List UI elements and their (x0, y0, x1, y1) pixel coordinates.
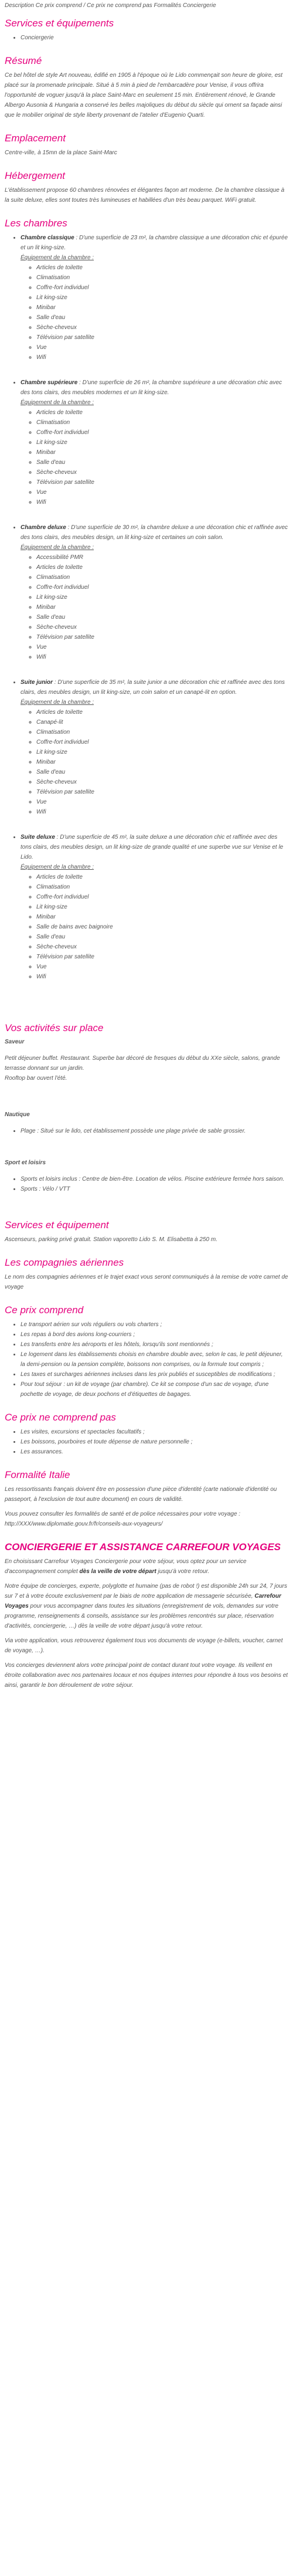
conciergerie-p2-b: Carrefour Voyages (5, 1593, 281, 1609)
comprend-title: Ce prix comprend (5, 1304, 84, 1316)
activites-title: Vos activités sur place (5, 1022, 104, 1033)
equipment-item: ◦ Salle d'eau (36, 612, 288, 622)
equipment-item: ◦ Sèche-cheveux (36, 467, 288, 477)
excluded-item: • Les boissons, pourboires et toute dépense de nature personnelle ; (21, 1437, 288, 1447)
equipment-item: ◦ Accessibilité PMR (36, 553, 288, 562)
conciergerie-p2 (5, 1581, 288, 1631)
equipment-item: ◦ Lit king-size (36, 592, 288, 602)
equipment-item: ◦ Coffre-fort individuel (36, 582, 288, 592)
sport-list (5, 1174, 288, 1194)
equipment-item: ◦ Minibar (36, 912, 288, 922)
equipment-item: ◦ Climatisation (36, 882, 288, 892)
equipment-item: ◦ Wifi (36, 497, 288, 507)
emplacement-text: Centre-ville, à 15mn de la place Saint-Marc (5, 150, 117, 156)
sport-item: • Sports : Vélo / VTT (21, 1184, 288, 1194)
conciergerie-title: CONCIERGERIE ET ASSISTANCE CARREFOUR VOYAGES (5, 1541, 281, 1553)
saveur-text: Petit déjeuner buffet. Restaurant. Superbe bar décoré de fresques du début du XXe siècle, salons, grande terrasse donnant sur un jardin. (5, 1055, 280, 1072)
rooftop-text: Rooftop bar ouvert l'été. (5, 1075, 67, 1082)
ne-comprend-title: Ce prix ne comprend pas (5, 1412, 116, 1423)
equipment-item: ◦ Vue (36, 487, 288, 497)
included-item: • Le transport aérien sur vols réguliers ou vols charters ; (21, 1320, 288, 1330)
tab-bar[interactable]: Description Ce prix comprend / Ce prix ne comprend pas Formalités Conciergerie (5, 2, 216, 9)
included-item: • Le logement dans les établissements choisis en chambre double avec, selon le cas, le petit déjeuner, la demi-pension ou la pension complète, boissons non comprises, ou la formule tout compris ; (21, 1350, 288, 1370)
equipment-item: ◦ Climatisation (36, 273, 288, 283)
equipment-item: ◦ Lit king-size (36, 293, 288, 303)
equipment-item: ◦ Télévision par satellite (36, 787, 288, 797)
equipment-label: Équipement de la chambre : (21, 399, 94, 406)
services2-text: Ascenseurs, parking privé gratuit. Station vaporetto Lido S. M. Elisabetta à 250 m. (5, 1236, 217, 1243)
conciergerie-p1 (5, 1557, 288, 1577)
nautique-list (5, 1126, 288, 1136)
chambres-title: Les chambres (5, 218, 67, 229)
room-item (21, 832, 288, 982)
spacer (5, 997, 288, 1010)
formalite-p1: Les ressortissants français doivent être en possession d'une pièce d'identité (carte nationale d'identité ou passeport, à l'exclusion de tout autre document) en cours de validité. (5, 1486, 277, 1503)
equipment-item: ◦ Wifi (36, 972, 288, 982)
room-item (21, 523, 288, 662)
equipment-item: ◦ Minibar (36, 757, 288, 767)
equipment-item: ◦ Salle d'eau (36, 767, 288, 777)
services-list (5, 33, 288, 43)
room-item (21, 677, 288, 817)
equipment-item: ◦ Lit king-size (36, 902, 288, 912)
conciergerie-p2-c: pour vous accompagner dans toutes les situations (enregistrement de vols, demandes sur votre programme, renseignements & conseils, assistance sur les problèmes rencontrés sur place, réservation d'activités, conciergerie, …) dès la veille de votre départ jusqu'à votre retour. (5, 1603, 279, 1629)
equipment-item: ◦ Vue (36, 962, 288, 972)
conciergerie-p2-a: Notre équipe de concierges, experte, polyglotte et humaine (pas de robot !) est disponible 24h sur 24, 7 jours sur 7 et à votre écoute exclusivement par le biais de notre application de messagerie sécurisée, (5, 1583, 287, 1599)
equipment-item: ◦ Articles de toilette (36, 872, 288, 882)
equipment-item: ◦ Minibar (36, 448, 288, 457)
equipment-item: ◦ Vue (36, 797, 288, 807)
spacer (5, 1194, 288, 1207)
equipment-label: Équipement de la chambre : (21, 544, 94, 551)
equipment-item: ◦ Coffre-fort individuel (36, 283, 288, 293)
equipment-label: Équipement de la chambre : (21, 255, 94, 261)
equipment-item: ◦ Sèche-cheveux (36, 942, 288, 952)
equipment-item: ◦ Wifi (36, 807, 288, 817)
equipment-item: ◦ Coffre-fort individuel (36, 892, 288, 902)
equipment-item: ◦ Articles de toilette (36, 707, 288, 717)
emplacement-title: Emplacement (5, 133, 66, 144)
sport-item: • Sports et loisirs inclus : Centre de bien-être. Location de vélos. Piscine extérieure fermée hors saison. (21, 1174, 288, 1184)
equipment-item: ◦ Articles de toilette (36, 263, 288, 273)
equipment-item: ◦ Sèche-cheveux (36, 777, 288, 787)
nautique-item: • Plage : Situé sur le lido, cet établissement possède une plage privée de sable grossier. (21, 1126, 288, 1136)
formalite-p2[interactable]: Vous pouvez consulter les formalités de santé et de police nécessaires pour votre voyage : http://XXX/www.diplomatie.gouv.fr/fr/conseils-aux-voyageurs/ (5, 1511, 241, 1527)
spacer (5, 1136, 288, 1149)
included-item: • Les repas à bord des avions long-courriers ; (21, 1330, 288, 1340)
equipment-item: ◦ Wifi (36, 652, 288, 662)
excluded-item: • Les assurances. (21, 1447, 288, 1457)
equipment-item: ◦ Canapé-lit (36, 717, 288, 727)
conciergerie-p4: Vos concierges deviennent alors votre principal point de contact durant tout votre voyage. Ils veillent en étroite collaboration avec nos partenaires locaux et nos équipes internes pour répondre à tous vos besoins et ainsi, garantir le bon déroulement de votre séjour. (5, 1662, 288, 1689)
equipment-item: ◦ Coffre-fort individuel (36, 737, 288, 747)
hebergement-title: Hébergement (5, 170, 66, 181)
room-desc: : D'une superficie de 35 m², la suite junior a une décoration chic et raffinée avec des tons clairs, des meubles design, un lit king-size, un coin salon et un canapé-lit en option. (21, 679, 285, 696)
equipment-item: ◦ Télévision par satellite (36, 477, 288, 487)
equipment-item: ◦ Salle d'eau (36, 313, 288, 323)
room-name: Chambre classique (21, 235, 74, 241)
included-item: • Les taxes et surcharges aériennes incluses dans les prix publiés et susceptibles de modifications ; (21, 1370, 288, 1379)
services-title: Services et équipements (5, 18, 114, 29)
resume-text: Ce bel hôtel de style Art nouveau, édifié en 1905 à l'époque où le Lido commençait son heure de gloire, est placé sur la promenade principale. Situé à 5 min à pied de l'embarcadère pour Venise, il vous offrira l'opportunité de voguer jusqu'à la place Saint-Marc en seulement 15 min. Entièrement rénové, le Grande Albergo Ausonia & Hungaria a conservé les belles majoliques du début du siècle qui ornent sa façade ainsi que le mobilier original de style liberty provenant de l'atelier d'Eugenio Quarti. (5, 72, 283, 118)
ne-comprend-list (5, 1427, 288, 1457)
equipment-label: Équipement de la chambre : (21, 864, 94, 870)
equipment-item: ◦ Sèche-cheveux (36, 323, 288, 333)
room-desc: : D'une superficie de 30 m², la chambre deluxe a une décoration chic et raffinée avec des tons clairs, des meubles design, un lit king-size et certaines un coin salon. (21, 524, 288, 541)
included-item: • Pour tout séjour : un kit de voyage (par chambre). Ce kit se compose d'un sac de voyage, d'une pochette de voyage, de deux pochons et d'étiquettes de bagages. (21, 1379, 288, 1399)
saveur-label: Saveur (5, 1039, 25, 1045)
equipment-item: ◦ Sèche-cheveux (36, 622, 288, 632)
conciergerie-p1-a: En choisissant Carrefour Voyages Conciergerie pour votre séjour, vous optez pour un service d'accompagnement complet (5, 1558, 247, 1575)
sport-label: Sport et loisirs (5, 1160, 46, 1166)
services2-title: Services et équipement (5, 1219, 109, 1231)
room-desc: : D'une superficie de 23 m², la chambre classique a une décoration chic et épurée et un lit king-size. (21, 235, 288, 251)
compagnies-text: Le nom des compagnies aériennes et le trajet exact vous seront communiqués à la remise de votre carnet de voyage (5, 1274, 288, 1290)
equipment-item: ◦ Salle de bains avec baignoire (36, 922, 288, 932)
equipment-item: ◦ Lit king-size (36, 747, 288, 757)
resume-title: Résumé (5, 55, 42, 66)
formalite-title: Formalité Italie (5, 1469, 70, 1480)
equipment-list (21, 408, 288, 507)
excluded-item: • Les visites, excursions et spectacles facultatifs ; (21, 1427, 288, 1437)
room-name: Chambre supérieure (21, 379, 78, 386)
included-item: • Les transferts entre les aéroports et les hôtels, lorsqu'ils sont mentionnés ; (21, 1340, 288, 1350)
room-desc: : D'une superficie de 26 m², la chambre supérieure a une décoration chic avec des tons clairs, des meubles modernes et un lit king-size. (21, 379, 282, 396)
equipment-item: ◦ Salle d'eau (36, 932, 288, 942)
spacer (5, 1088, 288, 1101)
room-item (21, 378, 288, 507)
equipment-item: ◦ Minibar (36, 602, 288, 612)
equipment-item: ◦ Salle d'eau (36, 457, 288, 467)
comprend-list (5, 1320, 288, 1399)
conciergerie-p1-c: jusqu'à votre retour. (156, 1568, 210, 1575)
nautique-label: Nautique (5, 1111, 30, 1118)
equipment-item: ◦ Articles de toilette (36, 408, 288, 418)
equipment-list (21, 707, 288, 817)
equipment-list (21, 553, 288, 662)
compagnies-title: Les compagnies aériennes (5, 1257, 124, 1268)
service-item: • Conciergerie (21, 33, 288, 43)
equipment-item: ◦ Télévision par satellite (36, 333, 288, 343)
hebergement-text: L'établissement propose 60 chambres rénovées et élégantes façon art moderne. De la chambre classique à la suite deluxe, elles sont toutes très lumineuses et habillées d'un très beau parquet. WiFi gratuit. (5, 187, 285, 204)
equipment-item: ◦ Wifi (36, 352, 288, 362)
equipment-item: ◦ Vue (36, 642, 288, 652)
equipment-list (21, 263, 288, 362)
equipment-item: ◦ Articles de toilette (36, 562, 288, 572)
equipment-item: ◦ Coffre-fort individuel (36, 428, 288, 438)
equipment-item: ◦ Minibar (36, 303, 288, 313)
rooms-list (5, 233, 288, 982)
equipment-item: ◦ Climatisation (36, 572, 288, 582)
equipment-item: ◦ Vue (36, 343, 288, 352)
room-item (21, 233, 288, 362)
equipment-item: ◦ Télévision par satellite (36, 952, 288, 962)
equipment-label: Équipement de la chambre : (21, 699, 94, 706)
equipment-list (21, 872, 288, 982)
conciergerie-p1-b: dès la veille de votre départ (79, 1568, 156, 1575)
conciergerie-p3: Via votre application, vous retrouverez également tous vos documents de voyage (e-billets, voucher, carnet de voyage, …). (5, 1638, 283, 1654)
room-name: Chambre deluxe (21, 524, 66, 531)
room-desc: : D'une superficie de 45 m², la suite deluxe a une décoration chic et raffinée avec des tons clairs, des meubles design, un lit king-size de grande qualité et une superbe vue sur Venise et le Lido. (21, 834, 284, 860)
equipment-item: ◦ Lit king-size (36, 438, 288, 448)
equipment-item: ◦ Télévision par satellite (36, 632, 288, 642)
equipment-item: ◦ Climatisation (36, 418, 288, 428)
room-name: Suite junior (21, 679, 53, 686)
room-name: Suite deluxe (21, 834, 55, 840)
equipment-item: ◦ Climatisation (36, 727, 288, 737)
